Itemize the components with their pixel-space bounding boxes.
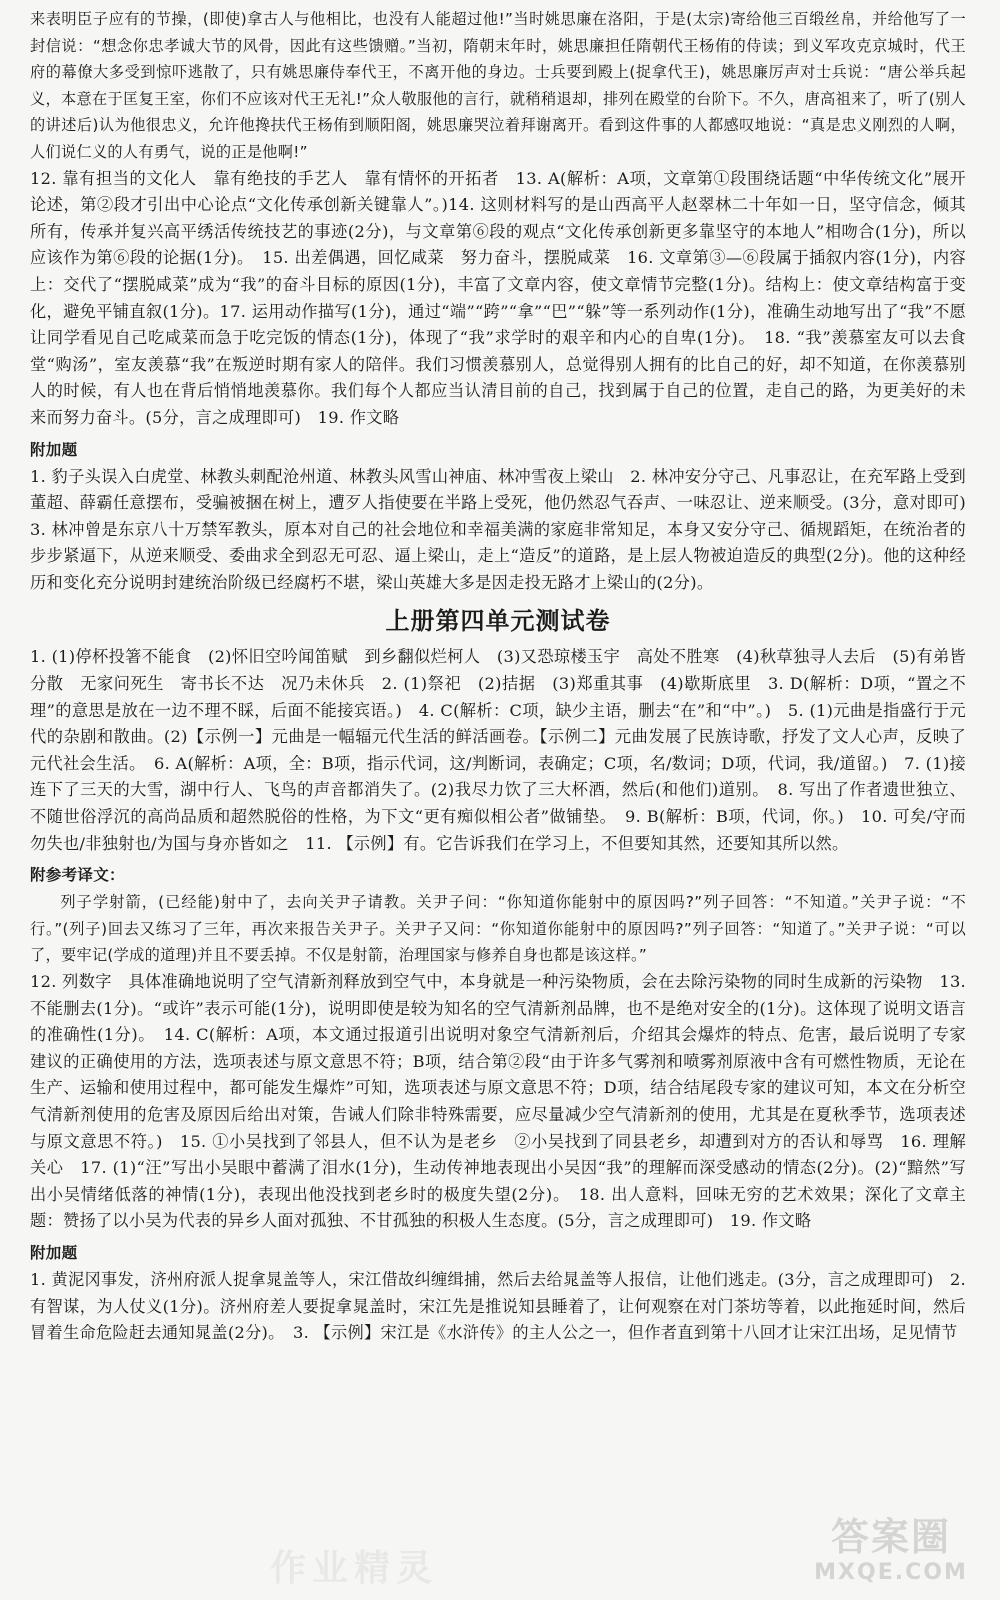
reference-translation-heading: 附参考译文： [30,866,125,885]
classical-translation-top: 来表明臣子应有的节操，(即使)拿古人与他相比，也没有人能超过他!”当时姚思廉在洛阳，于是(太宗)寄给他三百缎丝帛，并给他写了一封信说：“想念你忠孝诚大节的风骨，因此有这些馈赠。”当初，隋朝末年时，姚思廉担任隋朝代王杨侑的侍读；到义军攻克京城时，代王府的幕僚大多受到惊吓逃散了，只有姚思廉侍奉代王，不离开他的身边。士兵要到殿上(捉拿代王)，姚思廉厉声对士兵说：“唐公举兵起义，本意在于匡复王室，你们不应该对代王无礼!”众人敬服他的言行，就稍稍退却，排列在殿堂的台阶下。不久，唐高祖来了，听了(别人的讲述后)认为他很忠义，允许他搀扶代王杨侑到顺阳阁，姚思廉哭泣着拜谢离开。看到这件事的人都感叹地说：“真是忠义刚烈的人啊，人们说仁义的人有勇气，说的正是他啊!” [30,10,966,161]
appendix-heading-1: 附加题 [30,440,78,459]
answers-block-3: 12. 列数字 具体准确地说明了空气清新剂释放到空气中，本身就是一种污染物质，会在去除污染物的同时生成新的污染物 13. 不能删去(1分)。“或许”表示可能(1分)，说明即使是较为知名的空气清新剂品牌，也不是绝对安全的(1分)。这体现了说明文语言的准确性(1分)。 14. C(解析：A项，本文通过报道引出说明对象空气清新剂后，介绍其会爆炸的特点、危害，最后说明了专家建议的正确使用的方法，选项表述与原文意思不符；B项，结合第②段“由于许多气雾剂和喷雾剂原液中含有可燃性物质，无论在生产、运输和使用过程中，都可能发生爆炸”可知，选项表述与原文意思不符；D项，结合结尾段专家的建议可知，本文在分析空气清新剂使用的危害及原因后给出对策，告诫人们除非特殊需要，应尽量减少空气清新剂的使用，尤其是在夏秋季节，选项表述与原文意思不符。) 15. ①小吴找到了邻县人，但不认为是老乡 ②小吴找到了同县老乡，却遭到对方的否认和辱骂 16. 理解 关心 17. (1)“汪”写出小吴眼中蓄满了泪水(1分)，生动传神地表现出小吴因“我”的理解而深受感动的情态(2分)。(2)“黯然”写出小吴情绪低落的神情(1分)，表现出他没找到老乡时的极度失望(2分)。 18. 出人意料，回味无穷的艺术效果；深化了文章主题：赞扬了以小吴为代表的异乡人面对孤独、不甘孤独的积极人生态度。(5分，言之成理即可) 19. 作文略 [30,972,983,1231]
watermark-logo-text: 答案圈 [830,1515,951,1559]
answers-block-2: 1. (1)停杯投箸不能食 (2)怀旧空吟闻笛赋 到乡翻似烂柯人 (3)又恐琼楼玉宇 高处不胜寒 (4)秋草独寻人去后 (5)有弟皆分散 无家问死生 寄书长不达 况乃未休兵 2. (1)祭祀 (2)拮据 (3)郑重其事 (4)歇斯底里 3. D(解析：D项，“置之不理”的意思是放在一边不理不睬，后面不能接宾语。) 4. C(解析：C项，缺少主语，删去“在”和“中”。) 5. (1)元曲是指盛行于元代的杂剧和散曲。(2)【示例一】元曲是一幅辐元代生活的鲜活画卷。【示例二】元曲发展了民族诗歌，抒发了文人心声，反映了元代社会生活。 6. A(解析：A项，全：B项，指示代词，这/判断词，表确定；C项，名/数词；D项，代词，我/道留。) 7. (1)接连下了三天的大雪，湖中行人、飞鸟的声音都消失了。(2)我尽力饮了三大杯酒，然后(和他们)道别。 8. 写出了作者遗世独立、不随世俗浮沉的高尚品质和超然脱俗的性格，为下文“更有痴似相公者”做铺垫。 9. B(解析：B项，代词，你。) 10. 可矣/守而勿失也/非独射也/为国与身亦皆如之 11. 【示例】有。它告诉我们在学习上，不但要知其然，还要知其所以然。 [30,647,966,853]
appendix-heading-2: 附加题 [30,1243,78,1262]
appendix-answers-2: 1. 黄泥冈事发，济州府派人捉拿晁盖等人，宋江借故纠缠缉捕，然后去给晁盖等人报信，让他们逃走。(3分，言之成理即可) 2. 有智谋，为人仗义(1分)。济州府差人要捉拿晁盖时，宋江先是推说知县睡着了，让何观察在对门茶坊等着，以此拖延时间，然后冒着生命危险赶去通知晁盖(2分)。 3. 【示例】宋江是《水浒传》的主人公之一，但作者直到第十八回才让宋江出场，足见情节 [30,1269,966,1343]
answers-block-1: 12. 靠有担当的文化人 靠有绝技的手艺人 靠有情怀的开拓者 13. A(解析：A项，文章第①段围绕话题“中华传统文化”展开论述，第②段才引出中心论点“文化传承创新关键靠人”。)14. 这则材料写的是山西高平人赵翠林二十年如一日，坚守信念，倾其所有，传承并复兴高平绣活传统技艺的事迹(2分)，与文章第⑥段的观点“文化传承创新更多靠坚守的本地人”相吻合(1分)，所以应该作为第⑥段的论据(1分)。 15. 出差偶遇，回忆咸菜 努力奋斗，摆脱咸菜 16. 文章第③—⑥段属于插叙内容(1分)，内容上：交代了“摆脱咸菜”成为“我”的奋斗目标的原因(1分)，丰富了文章内容，使文章情节完整(1分)。结构上：使文章结构富于变化，避免平铺直叙(1分)。17. 运用动作描写(1分)，通过“端”“跨”“拿”“巴”“躲”等一系列动作(1分)，准确生动地写出了“我”不愿让同学看见自己吃咸菜而急于吃完饭的情态(1分)，体现了“我”求学时的艰辛和内心的自卑(1分)。 18. “我”羡慕室友可以去食堂“购汤”，室友羡慕“我”在叛逆时期有家人的陪伴。我们习惯羡慕别人，总觉得别人拥有的比自己的好，却不知道，在你羡慕别人的时候，有人也在背后悄悄地羡慕你。我们每个人都应当认清目前的自己，找到属于自己的位置，走自己的路，为更美好的未来而努力奋斗。(5分，言之成理即可) 19. 作文略 [30,168,966,427]
reference-translation: 列子学射箭，(已经能)射中了，去向关尹子请教。关尹子问：“你知道你能射中的原因吗?”列子回答：“不知道。”关尹子说：“不行。”(列子)回去又练习了三年，再次来报告关尹子。关尹子又问：“你知道你能射中的原因吗?”列子回答：“知道了。”关尹子说：“可以了，要牢记(学成的道理)并且不要丢掉。不仅是射箭，治理国家与修养自身也都是该这样。” [30,893,966,965]
watermark-url: MXQE.COM [814,1560,968,1585]
brand-watermark-left: 作业精灵 [270,1548,439,1589]
unit-title: 上册第四单元测试卷 [385,607,611,636]
site-watermark [796,1514,986,1594]
appendix-answers-1: 1. 豹子头误入白虎堂、林教头刺配沧州道、林教头风雪山神庙、林冲雪夜上梁山 2. 林冲安分守己、凡事忍让，在充军路上受到董超、薛霸任意摆布，受骗被捆在树上，遭歹人指使要在半路上受死，他仍然忍气吞声、一味忍让、逆来顺受。(3分，意对即可) 3. 林冲曾是东京八十万禁军教头，原本对自己的社会地位和幸福美满的家庭非常知足，本身又安分守己、循规蹈矩，在统治者的步步紧逼下，从逆来顺受、委曲求全到忍无可忍、逼上梁山，走上“造反”的道路，是上层人物被迫造反的典型(2分)。他的这种经历和变化充分说明封建统治阶级已经腐朽不堪，梁山英雄大多是因走投无路才上梁山的(2分)。 [30,466,983,592]
answer-page [30,6,983,1347]
